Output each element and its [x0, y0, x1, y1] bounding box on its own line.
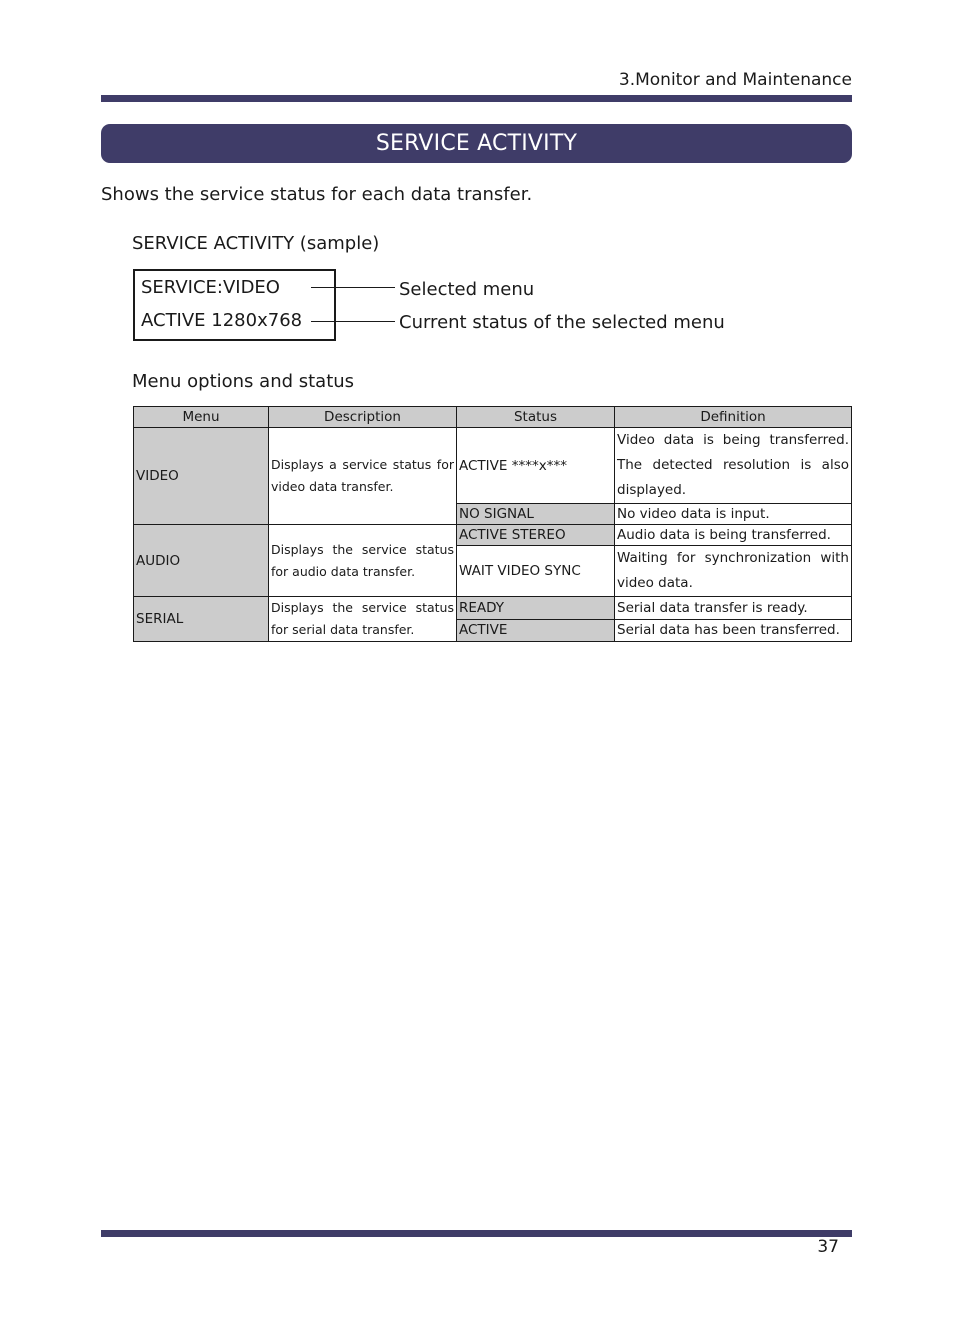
status-cell: NO SIGNAL — [457, 504, 615, 525]
description-cell-serial: Displays the service status for serial data transfer. — [269, 597, 457, 642]
status-cell: READY — [457, 597, 615, 620]
column-header-status: Status — [457, 407, 615, 428]
lcd-line-status: ACTIVE 1280x768 — [141, 310, 303, 331]
description-cell-video: Displays a service status for video data transfer. — [269, 428, 457, 525]
top-rule — [101, 95, 852, 102]
menu-cell-serial: SERIAL — [134, 597, 269, 642]
column-header-description: Description — [269, 407, 457, 428]
column-header-definition: Definition — [615, 407, 852, 428]
status-cell: ACTIVE STEREO — [457, 525, 615, 546]
definition-cell: Serial data has been transferred. — [615, 619, 852, 642]
definition-cell: No video data is input. — [615, 504, 852, 525]
leader-line-menu — [311, 287, 395, 288]
menu-options-heading: Menu options and status — [132, 371, 355, 392]
bottom-rule — [101, 1230, 852, 1237]
column-header-menu: Menu — [134, 407, 269, 428]
status-cell: ACTIVE — [457, 619, 615, 642]
callout-current-status: Current status of the selected menu — [399, 312, 725, 333]
menu-cell-video: VIDEO — [134, 428, 269, 525]
table-header-row — [134, 407, 852, 428]
status-cell: ACTIVE ****x*** — [457, 428, 615, 504]
definition-cell: Audio data is being transferred. — [615, 525, 852, 546]
table-row — [134, 597, 852, 620]
description-cell-audio: Displays the service status for audio data transfer. — [269, 525, 457, 597]
table-row — [134, 428, 852, 504]
page-number: 37 — [817, 1237, 839, 1257]
section-header: 3.Monitor and Maintenance — [618, 70, 852, 90]
sample-heading: SERVICE ACTIVITY (sample) — [132, 233, 380, 254]
leader-line-status — [311, 321, 395, 322]
table-row — [134, 525, 852, 546]
intro-text: Shows the service status for each data transfer. — [101, 184, 533, 205]
menu-status-table — [133, 406, 852, 642]
lcd-line-menu: SERVICE:VIDEO — [141, 277, 280, 298]
callout-selected-menu: Selected menu — [399, 279, 535, 300]
status-cell: WAIT VIDEO SYNC — [457, 546, 615, 597]
definition-cell: Waiting for synchronization with video data. — [615, 546, 852, 597]
lcd-display-sample — [133, 269, 336, 341]
menu-cell-audio: AUDIO — [134, 525, 269, 597]
page-title: SERVICE ACTIVITY — [101, 124, 852, 163]
definition-cell: Serial data transfer is ready. — [615, 597, 852, 620]
definition-cell: Video data is being transferred. The detected resolution is also displayed. — [615, 428, 852, 504]
